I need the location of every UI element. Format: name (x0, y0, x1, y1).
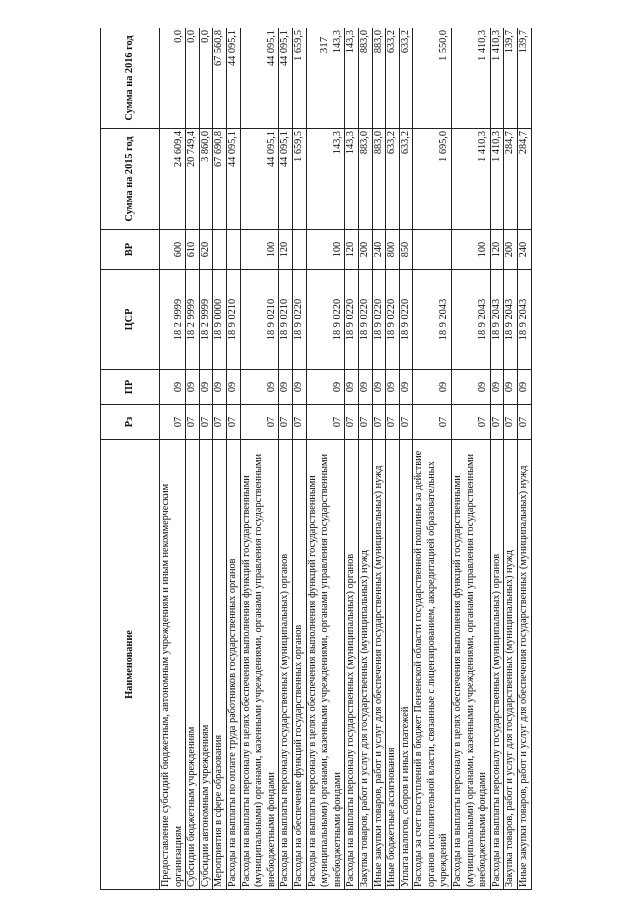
cell-sum2016: 1 550,0 (413, 28, 452, 129)
cell-sum2016: 1 410,3 (452, 28, 491, 129)
cell-sum2016: 0,0 (160, 28, 186, 129)
cell-csr: 18 9 0210 (226, 270, 240, 370)
table-body (160, 28, 532, 890)
cell-sum2016: 44 095,1 (240, 28, 279, 129)
cell-pr: 09 (292, 370, 306, 405)
cell-sum2016: 143,3 (345, 28, 359, 129)
cell-csr: 18 9 0210 (279, 270, 293, 370)
cell-pr: 09 (226, 370, 240, 405)
cell-sum2015: 44 095,1 (226, 129, 240, 230)
cell-csr: 18 9 0220 (345, 270, 359, 370)
cell-name: Закупка товаров, работ и услуг для государственных (муниципальных) нужд (504, 440, 518, 890)
cell-name: Закупка товаров, работ и услуг для государственных (муниципальных) нужд (358, 440, 372, 890)
table-row (240, 28, 279, 890)
cell-name: Иные бюджетные ассигнования (386, 440, 400, 890)
cell-sum2015: 1 659,5 (292, 129, 306, 230)
cell-sum2016: 139,7 (504, 28, 518, 129)
cell-name: Субсидии бюджетным учреждениям (186, 440, 200, 890)
cell-sum2015: 3 860,0 (199, 129, 213, 230)
cell-pr: 09 (358, 370, 372, 405)
cell-rz: 07 (345, 405, 359, 440)
cell-rz: 07 (452, 405, 491, 440)
cell-sum2015: 44 095,1 (279, 129, 293, 230)
cell-rz: 07 (160, 405, 186, 440)
cell-sum2016: 44 095,1 (226, 28, 240, 129)
cell-name: Уплата налогов, сборов и иных платежей (399, 440, 413, 890)
cell-pr: 09 (160, 370, 186, 405)
cell-rz: 07 (240, 405, 279, 440)
cell-csr: 18 9 2043 (413, 270, 452, 370)
cell-csr: 18 9 2043 (452, 270, 491, 370)
table-row (372, 28, 386, 890)
cell-sum2016: 67 560,8 (213, 28, 227, 129)
cell-sum2015: 143,3 (306, 129, 345, 230)
cell-sum2015: 67 690,8 (213, 129, 227, 230)
cell-csr: 18 9 2043 (490, 270, 504, 370)
cell-name: Субсидии автономным учреждениям (199, 440, 213, 890)
cell-sum2016: 633,2 (386, 28, 400, 129)
cell-rz: 07 (518, 405, 532, 440)
cell-vr: 800 (386, 230, 400, 270)
cell-vr (226, 230, 240, 270)
cell-vr: 600 (160, 230, 186, 270)
cell-pr: 09 (345, 370, 359, 405)
cell-sum2016: 633,2 (399, 28, 413, 129)
cell-csr: 18 9 2043 (518, 270, 532, 370)
table-row (306, 28, 345, 890)
cell-pr: 09 (386, 370, 400, 405)
table-row (345, 28, 359, 890)
cell-sum2015: 284,7 (504, 129, 518, 230)
cell-csr: 18 9 0220 (399, 270, 413, 370)
cell-vr: 200 (504, 230, 518, 270)
cell-sum2015: 44 095,1 (240, 129, 279, 230)
cell-vr: 120 (279, 230, 293, 270)
cell-vr: 100 (306, 230, 345, 270)
cell-sum2016: 0,0 (186, 28, 200, 129)
cell-sum2016: 139,7 (518, 28, 532, 129)
cell-csr: 18 9 0220 (372, 270, 386, 370)
table-row (504, 28, 518, 890)
cell-csr: 18 9 0220 (292, 270, 306, 370)
header-csr: ЦСР (101, 270, 160, 370)
cell-pr: 09 (240, 370, 279, 405)
cell-sum2016: 1 410,3 (490, 28, 504, 129)
cell-pr: 09 (199, 370, 213, 405)
cell-vr: 850 (399, 230, 413, 270)
cell-sum2015: 20 749,4 (186, 129, 200, 230)
cell-name: Предоставление субсидий бюджетным, автономным учреждениям и иным некоммерческим организациям (160, 440, 186, 890)
cell-name: Иные закупки товаров, работ и услуг для обеспечения государственных (муниципальных) нужд (372, 440, 386, 890)
cell-csr: 18 9 0220 (306, 270, 345, 370)
cell-pr: 09 (490, 370, 504, 405)
cell-sum2016: 883,0 (372, 28, 386, 129)
cell-sum2016: 883,0 (358, 28, 372, 129)
cell-vr: 100 (240, 230, 279, 270)
cell-rz: 07 (358, 405, 372, 440)
cell-csr: 18 2 9999 (199, 270, 213, 370)
cell-vr: 240 (372, 230, 386, 270)
cell-rz: 07 (292, 405, 306, 440)
table-row (490, 28, 504, 890)
cell-vr: 120 (490, 230, 504, 270)
table-row (199, 28, 213, 890)
cell-rz: 07 (306, 405, 345, 440)
table-row (452, 28, 491, 890)
cell-sum2015: 1 410,3 (452, 129, 491, 230)
cell-rz: 07 (413, 405, 452, 440)
cell-rz: 07 (199, 405, 213, 440)
cell-name: Расходы на выплаты персоналу государственных (муниципальных) органов (345, 440, 359, 890)
cell-vr: 100 (452, 230, 491, 270)
cell-vr (413, 230, 452, 270)
cell-vr (213, 230, 227, 270)
cell-name: Мероприятия в сфере образования (213, 440, 227, 890)
cell-vr: 610 (186, 230, 200, 270)
page-number-text: 317 (318, 36, 330, 54)
cell-csr: 18 9 0220 (358, 270, 372, 370)
cell-rz: 07 (213, 405, 227, 440)
table-row (399, 28, 413, 890)
cell-pr: 09 (186, 370, 200, 405)
cell-csr: 18 2 9999 (186, 270, 200, 370)
header-sum-2015: Сумма на 2015 год (101, 129, 160, 230)
table-row (160, 28, 186, 890)
table-row (518, 28, 532, 890)
budget-table (100, 28, 532, 890)
header-rz: Рз (101, 405, 160, 440)
cell-rz: 07 (399, 405, 413, 440)
cell-csr: 18 2 9999 (160, 270, 186, 370)
cell-csr: 18 9 0210 (240, 270, 279, 370)
budget-table-rotated (100, 28, 580, 890)
cell-pr: 09 (413, 370, 452, 405)
cell-name: Расходы на выплаты по оплате труда работников государственных органов (226, 440, 240, 890)
cell-csr: 18 9 0220 (386, 270, 400, 370)
cell-name: Расходы на выплаты персоналу государственных (муниципальных) органов (490, 440, 504, 890)
cell-name: Расходы на обеспечение функций государственных органов (292, 440, 306, 890)
table-row (386, 28, 400, 890)
cell-csr: 18 9 2043 (504, 270, 518, 370)
cell-vr: 620 (199, 230, 213, 270)
cell-sum2015: 143,3 (345, 129, 359, 230)
cell-sum2015: 1 695,0 (413, 129, 452, 230)
cell-rz: 07 (186, 405, 200, 440)
table-row (358, 28, 372, 890)
cell-csr: 18 9 0000 (213, 270, 227, 370)
table-row (226, 28, 240, 890)
cell-pr: 09 (279, 370, 293, 405)
table-row (213, 28, 227, 890)
table-row (279, 28, 293, 890)
cell-sum2015: 284,7 (518, 129, 532, 230)
cell-vr: 200 (358, 230, 372, 270)
cell-sum2015: 883,0 (358, 129, 372, 230)
cell-name: Расходы на выплаты персоналу в целях обеспечения выполнения функций государственными (муниципальными) органами, казенными учреждениями, органами управления государственными внебюджетными фондами (452, 440, 491, 890)
table-row (413, 28, 452, 890)
cell-pr: 09 (452, 370, 491, 405)
cell-sum2016: 1 659,5 (292, 28, 306, 129)
cell-rz: 07 (386, 405, 400, 440)
cell-rz: 07 (490, 405, 504, 440)
cell-pr: 09 (306, 370, 345, 405)
cell-vr: 120 (345, 230, 359, 270)
cell-sum2016: 44 095,1 (279, 28, 293, 129)
cell-pr: 09 (518, 370, 532, 405)
cell-name: Расходы на выплаты персоналу государственных (муниципальных) органов (279, 440, 293, 890)
header-pr: ПР (101, 370, 160, 405)
cell-sum2016: 143,3 (306, 28, 345, 129)
cell-pr: 09 (372, 370, 386, 405)
cell-sum2016: 0,0 (199, 28, 213, 129)
cell-name: Расходы на выплаты персоналу в целях обеспечения выполнения функций государственными (муниципальными) органами, казенными учреждениями, органами управления государственными внебюджетными фондами (306, 440, 345, 890)
cell-pr: 09 (399, 370, 413, 405)
cell-pr: 09 (504, 370, 518, 405)
cell-sum2015: 883,0 (372, 129, 386, 230)
cell-rz: 07 (372, 405, 386, 440)
cell-rz: 07 (226, 405, 240, 440)
header-name: Наименование (101, 440, 160, 890)
table-row (186, 28, 200, 890)
cell-pr: 09 (213, 370, 227, 405)
cell-sum2015: 633,2 (386, 129, 400, 230)
cell-sum2015: 24 609,4 (160, 129, 186, 230)
cell-vr: 240 (518, 230, 532, 270)
table-row (292, 28, 306, 890)
cell-sum2015: 1 410,3 (490, 129, 504, 230)
cell-name: Расходы за счет поступлений в бюджет Пензенской области государственной пошлины за действие органов исполнительной власти, связанные с лицензированием, аккредитацией образовательных учреждений (413, 440, 452, 890)
cell-rz: 07 (279, 405, 293, 440)
budget-table-frame (100, 28, 580, 890)
cell-vr (292, 230, 306, 270)
cell-rz: 07 (504, 405, 518, 440)
cell-name: Расходы на выплаты персоналу в целях обеспечения выполнения функций государственными (муниципальными) органами, казенными учреждениями, органами управления государственными внебюджетными фондами (240, 440, 279, 890)
cell-name: Иные закупки товаров, работ и услуг для обеспечения государственных (муниципальных) нужд (518, 440, 532, 890)
cell-sum2015: 633,2 (399, 129, 413, 230)
header-vr: ВР (101, 230, 160, 270)
table-header-row (101, 28, 160, 890)
header-sum-2016: Сумма на 2016 год (101, 28, 160, 129)
